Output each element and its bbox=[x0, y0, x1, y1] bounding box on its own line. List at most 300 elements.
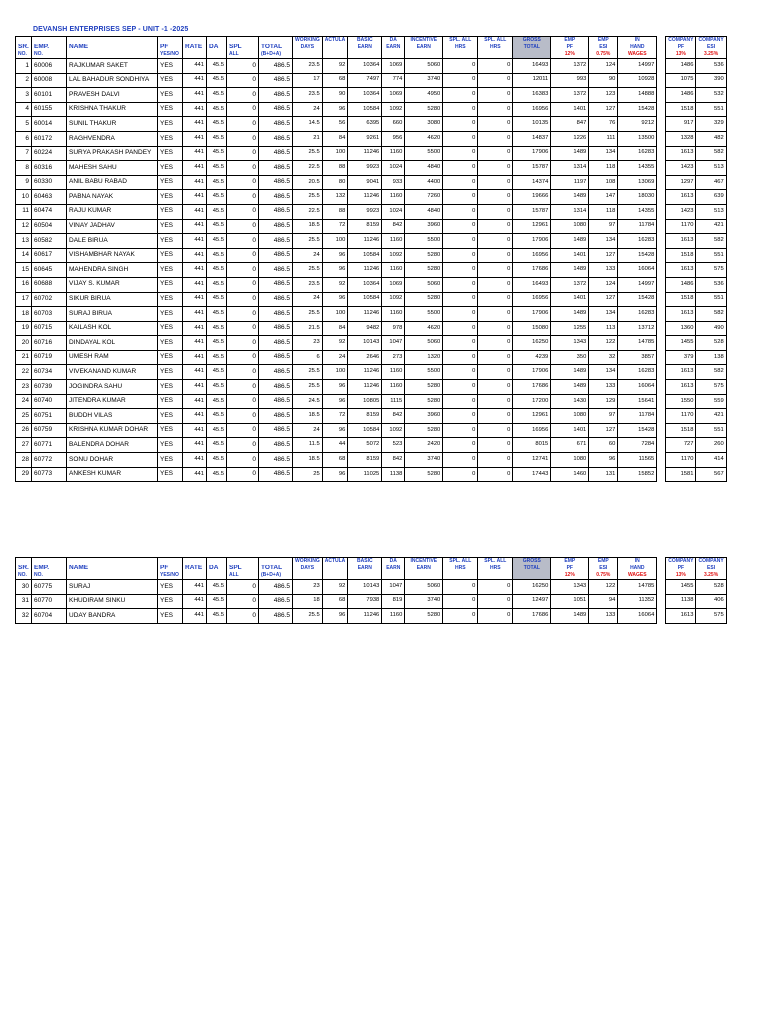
cell-pf: YES bbox=[158, 321, 183, 336]
cell-spl2: 0 bbox=[478, 409, 513, 424]
cell-gross: 17200 bbox=[513, 394, 551, 409]
header-row bbox=[16, 565, 727, 572]
cell-da: 45.5 bbox=[207, 336, 227, 351]
cell-spl2: 0 bbox=[478, 336, 513, 351]
cell-spl2: 0 bbox=[478, 73, 513, 88]
cell-spl2: 0 bbox=[478, 175, 513, 190]
cell-empesi: 32 bbox=[589, 350, 618, 365]
cell-actual: 44 bbox=[322, 438, 348, 453]
cell-rate: 441 bbox=[183, 175, 207, 190]
header-basic: BASIC bbox=[348, 558, 382, 566]
cell-cesi: 528 bbox=[696, 580, 726, 595]
cell-emppf: 1460 bbox=[551, 467, 589, 482]
cell-wd: 18.5 bbox=[293, 409, 323, 424]
cell-cpf: 1170 bbox=[666, 219, 696, 234]
cell-total: 486.5 bbox=[259, 59, 293, 74]
cell-basic: 9923 bbox=[348, 204, 382, 219]
cell-total: 486.5 bbox=[259, 248, 293, 263]
cell-pf: YES bbox=[158, 59, 183, 74]
table-row bbox=[16, 219, 727, 234]
cell-spl1: 0 bbox=[443, 161, 478, 176]
cell-rate: 441 bbox=[183, 321, 207, 336]
cell-actual: 72 bbox=[322, 409, 348, 424]
header-actual bbox=[322, 51, 348, 59]
cell-cpf: 1486 bbox=[666, 277, 696, 292]
header-actual bbox=[322, 565, 348, 572]
cell-wd: 20.5 bbox=[293, 175, 323, 190]
header-gross: TOTAL bbox=[513, 44, 551, 51]
cell-emppf: 1489 bbox=[551, 380, 589, 395]
table-row bbox=[16, 423, 727, 438]
cell-emp: 60172 bbox=[32, 131, 67, 146]
cell-spl1: 0 bbox=[443, 365, 478, 380]
cell-da: 45.5 bbox=[207, 423, 227, 438]
cell-emppf: 1343 bbox=[551, 580, 589, 595]
column-gap bbox=[657, 594, 666, 609]
cell-emppf: 1489 bbox=[551, 365, 589, 380]
cell-daEarn: 1092 bbox=[382, 423, 405, 438]
cell-da: 45.5 bbox=[207, 380, 227, 395]
table-row bbox=[16, 394, 727, 409]
cell-wd: 25.5 bbox=[293, 190, 323, 205]
cell-sr: 29 bbox=[16, 467, 32, 482]
cell-name: SIKUR BIRUA bbox=[67, 292, 158, 307]
cell-wd: 24 bbox=[293, 102, 323, 117]
cell-spl2: 0 bbox=[478, 59, 513, 74]
cell-cesi: 138 bbox=[696, 350, 726, 365]
header-daEarn: EARN bbox=[382, 44, 405, 51]
cell-inc: 5280 bbox=[405, 609, 443, 624]
column-gap bbox=[657, 336, 666, 351]
cell-cesi: 559 bbox=[696, 394, 726, 409]
cell-actual: 100 bbox=[322, 307, 348, 322]
header-wd bbox=[293, 572, 323, 580]
header-actual: ACTULA bbox=[322, 37, 348, 45]
header-cpf: COMPANY bbox=[666, 37, 696, 45]
cell-rate: 441 bbox=[183, 204, 207, 219]
cell-total: 486.5 bbox=[259, 438, 293, 453]
cell-actual: 92 bbox=[322, 580, 348, 595]
cell-total: 486.5 bbox=[259, 467, 293, 482]
header-spl: ALL bbox=[227, 51, 259, 59]
cell-cpf: 917 bbox=[666, 117, 696, 132]
cell-da: 45.5 bbox=[207, 73, 227, 88]
cell-pf: YES bbox=[158, 190, 183, 205]
header-emppf: PF bbox=[551, 44, 589, 51]
cell-wd: 11.5 bbox=[293, 438, 323, 453]
header-name: NAME bbox=[67, 565, 158, 572]
header-spl: SPL bbox=[227, 44, 259, 51]
cell-basic: 11246 bbox=[348, 307, 382, 322]
cell-gross: 17906 bbox=[513, 365, 551, 380]
cell-inc: 5500 bbox=[405, 365, 443, 380]
cell-cpf: 1170 bbox=[666, 453, 696, 468]
cell-spl2: 0 bbox=[478, 234, 513, 249]
cell-inhand: 15428 bbox=[618, 292, 657, 307]
column-gap bbox=[657, 73, 666, 88]
cell-inc: 5060 bbox=[405, 59, 443, 74]
cell-actual: 96 bbox=[322, 609, 348, 624]
cell-inhand: 18030 bbox=[618, 190, 657, 205]
cell-gross: 12961 bbox=[513, 219, 551, 234]
cell-inhand: 13500 bbox=[618, 131, 657, 146]
cell-gross: 12961 bbox=[513, 409, 551, 424]
cell-da: 45.5 bbox=[207, 263, 227, 278]
cell-empesi: 134 bbox=[589, 307, 618, 322]
header-cpf: COMPANY bbox=[666, 558, 696, 566]
cell-daEarn: 1092 bbox=[382, 102, 405, 117]
cell-emppf: 1489 bbox=[551, 307, 589, 322]
cell-pf: YES bbox=[158, 234, 183, 249]
cell-empesi: 97 bbox=[589, 219, 618, 234]
cell-name: MAHESH SAHU bbox=[67, 161, 158, 176]
header-basic bbox=[348, 51, 382, 59]
table-row bbox=[16, 73, 727, 88]
cell-cesi: 329 bbox=[696, 117, 726, 132]
cell-inhand: 13069 bbox=[618, 175, 657, 190]
header-row bbox=[16, 51, 727, 59]
cell-da: 45.5 bbox=[207, 234, 227, 249]
cell-inc: 5280 bbox=[405, 380, 443, 395]
cell-basic: 11246 bbox=[348, 609, 382, 624]
cell-gross: 16956 bbox=[513, 102, 551, 117]
cell-cpf: 1455 bbox=[666, 336, 696, 351]
cell-wd: 23.5 bbox=[293, 277, 323, 292]
cell-inhand: 16283 bbox=[618, 365, 657, 380]
cell-empesi: 122 bbox=[589, 580, 618, 595]
header-da bbox=[207, 572, 227, 580]
cell-cpf: 1613 bbox=[666, 190, 696, 205]
cell-daEarn: 1138 bbox=[382, 467, 405, 482]
header-name: NAME bbox=[67, 44, 158, 51]
cell-inc: 5280 bbox=[405, 248, 443, 263]
cell-sr: 10 bbox=[16, 190, 32, 205]
cell-emppf: 1372 bbox=[551, 277, 589, 292]
cell-spl2: 0 bbox=[478, 438, 513, 453]
cell-gross: 17686 bbox=[513, 263, 551, 278]
cell-cpf: 1613 bbox=[666, 263, 696, 278]
table-row bbox=[16, 594, 727, 609]
column-gap bbox=[657, 234, 666, 249]
cell-gross: 16250 bbox=[513, 336, 551, 351]
cell-daEarn: 956 bbox=[382, 131, 405, 146]
cell-empesi: 134 bbox=[589, 234, 618, 249]
cell-daEarn: 1160 bbox=[382, 146, 405, 161]
header-inc bbox=[405, 572, 443, 580]
header-inhand: HAND bbox=[618, 565, 657, 572]
cell-actual: 88 bbox=[322, 161, 348, 176]
cell-cpf: 379 bbox=[666, 350, 696, 365]
cell-cesi: 482 bbox=[696, 131, 726, 146]
header-sr: SR. bbox=[16, 44, 32, 51]
cell-empesi: 96 bbox=[589, 453, 618, 468]
cell-emp: 60703 bbox=[32, 307, 67, 322]
cell-spl1: 0 bbox=[443, 321, 478, 336]
cell-empesi: 118 bbox=[589, 161, 618, 176]
cell-actual: 68 bbox=[322, 73, 348, 88]
cell-pf: YES bbox=[158, 365, 183, 380]
cell-cesi: 467 bbox=[696, 175, 726, 190]
cell-empesi: 97 bbox=[589, 409, 618, 424]
cell-total: 486.5 bbox=[259, 292, 293, 307]
cell-name: KAILASH KOL bbox=[67, 321, 158, 336]
cell-rate: 441 bbox=[183, 219, 207, 234]
cell-basic: 10584 bbox=[348, 102, 382, 117]
cell-name: BALENDRA DOHAR bbox=[67, 438, 158, 453]
cell-wd: 23.5 bbox=[293, 88, 323, 103]
column-gap bbox=[657, 438, 666, 453]
cell-spl2: 0 bbox=[478, 453, 513, 468]
cell-rate: 441 bbox=[183, 409, 207, 424]
cell-gross: 16956 bbox=[513, 423, 551, 438]
cell-inc: 4400 bbox=[405, 175, 443, 190]
cell-da: 45.5 bbox=[207, 131, 227, 146]
table-row bbox=[16, 102, 727, 117]
cell-da: 45.5 bbox=[207, 161, 227, 176]
cell-da: 45.5 bbox=[207, 580, 227, 595]
column-gap bbox=[657, 51, 666, 59]
cell-actual: 84 bbox=[322, 321, 348, 336]
header-spl2 bbox=[478, 572, 513, 580]
cell-da: 45.5 bbox=[207, 307, 227, 322]
column-gap bbox=[657, 175, 666, 190]
cell-spl2: 0 bbox=[478, 423, 513, 438]
cell-spl1: 0 bbox=[443, 336, 478, 351]
cell-cesi: 575 bbox=[696, 263, 726, 278]
cell-spl: 0 bbox=[227, 73, 259, 88]
cell-emp: 60739 bbox=[32, 380, 67, 395]
cell-rate: 441 bbox=[183, 594, 207, 609]
cell-spl: 0 bbox=[227, 219, 259, 234]
header-sr: SR. bbox=[16, 565, 32, 572]
cell-emp: 60716 bbox=[32, 336, 67, 351]
cell-spl1: 0 bbox=[443, 380, 478, 395]
cell-actual: 68 bbox=[322, 453, 348, 468]
cell-emp: 60759 bbox=[32, 423, 67, 438]
header-rate: RATE bbox=[183, 565, 207, 572]
cell-cpf: 1328 bbox=[666, 131, 696, 146]
cell-total: 486.5 bbox=[259, 234, 293, 249]
cell-pf: YES bbox=[158, 146, 183, 161]
cell-name: SURAJ bbox=[67, 580, 158, 595]
cell-spl2: 0 bbox=[478, 380, 513, 395]
header-inc: INCENTIVE bbox=[405, 558, 443, 566]
header-inc: EARN bbox=[405, 565, 443, 572]
cell-empesi: 127 bbox=[589, 248, 618, 263]
cell-empesi: 127 bbox=[589, 423, 618, 438]
header-cesi: COMPANY bbox=[696, 37, 726, 45]
cell-emp: 60316 bbox=[32, 161, 67, 176]
cell-rate: 441 bbox=[183, 292, 207, 307]
header-row bbox=[16, 44, 727, 51]
cell-spl: 0 bbox=[227, 146, 259, 161]
cell-inc: 5280 bbox=[405, 292, 443, 307]
cell-pf: YES bbox=[158, 380, 183, 395]
table-row bbox=[16, 409, 727, 424]
cell-daEarn: 1160 bbox=[382, 234, 405, 249]
cell-spl: 0 bbox=[227, 204, 259, 219]
header-daEarn bbox=[382, 51, 405, 59]
cell-total: 486.5 bbox=[259, 580, 293, 595]
table-row bbox=[16, 263, 727, 278]
cell-name: SONU DOHAR bbox=[67, 453, 158, 468]
cell-spl: 0 bbox=[227, 190, 259, 205]
cell-inhand: 9212 bbox=[618, 117, 657, 132]
cell-rate: 441 bbox=[183, 350, 207, 365]
cell-rate: 441 bbox=[183, 423, 207, 438]
cell-inhand: 14785 bbox=[618, 580, 657, 595]
cell-gross: 10135 bbox=[513, 117, 551, 132]
cell-gross: 15080 bbox=[513, 321, 551, 336]
cell-gross: 16493 bbox=[513, 59, 551, 74]
cell-inc: 5060 bbox=[405, 580, 443, 595]
column-gap bbox=[657, 609, 666, 624]
cell-spl: 0 bbox=[227, 350, 259, 365]
header-emppf: PF bbox=[551, 565, 589, 572]
cell-inc: 3080 bbox=[405, 117, 443, 132]
cell-pf: YES bbox=[158, 580, 183, 595]
header-total: TOTAL bbox=[259, 44, 293, 51]
cell-cesi: 513 bbox=[696, 204, 726, 219]
cell-spl1: 0 bbox=[443, 292, 478, 307]
cell-gross: 16956 bbox=[513, 292, 551, 307]
cell-inc: 1320 bbox=[405, 350, 443, 365]
cell-sr: 21 bbox=[16, 350, 32, 365]
cell-cesi: 551 bbox=[696, 423, 726, 438]
cell-inhand: 16283 bbox=[618, 307, 657, 322]
cell-inc: 3740 bbox=[405, 453, 443, 468]
cell-spl1: 0 bbox=[443, 307, 478, 322]
header-spl2: SPL. ALL bbox=[478, 558, 513, 566]
cell-wd: 25.5 bbox=[293, 234, 323, 249]
cell-gross: 16956 bbox=[513, 248, 551, 263]
cell-empesi: 123 bbox=[589, 88, 618, 103]
cell-pf: YES bbox=[158, 594, 183, 609]
cell-emp: 60751 bbox=[32, 409, 67, 424]
cell-cesi: 513 bbox=[696, 161, 726, 176]
cell-name: VINAY JADHAV bbox=[67, 219, 158, 234]
cell-cpf: 1518 bbox=[666, 292, 696, 307]
cell-empesi: 133 bbox=[589, 263, 618, 278]
cell-basic: 11246 bbox=[348, 365, 382, 380]
cell-spl1: 0 bbox=[443, 204, 478, 219]
cell-emppf: 1401 bbox=[551, 292, 589, 307]
cell-name: KRISHNA THAKUR bbox=[67, 102, 158, 117]
cell-daEarn: 842 bbox=[382, 219, 405, 234]
header-total: (B+D+A) bbox=[259, 572, 293, 580]
column-gap bbox=[657, 248, 666, 263]
cell-gross: 15787 bbox=[513, 161, 551, 176]
cell-rate: 441 bbox=[183, 234, 207, 249]
header-total: (B+D+A) bbox=[259, 51, 293, 59]
cell-total: 486.5 bbox=[259, 380, 293, 395]
cell-cpf: 1518 bbox=[666, 423, 696, 438]
cell-actual: 132 bbox=[322, 190, 348, 205]
cell-name: MAHENDRA SINGH bbox=[67, 263, 158, 278]
column-gap bbox=[657, 558, 666, 566]
cell-wd: 24.5 bbox=[293, 394, 323, 409]
cell-total: 486.5 bbox=[259, 190, 293, 205]
cell-cesi: 582 bbox=[696, 365, 726, 380]
cell-actual: 96 bbox=[322, 423, 348, 438]
cell-sr: 5 bbox=[16, 117, 32, 132]
cell-wd: 25.5 bbox=[293, 146, 323, 161]
cell-emppf: 1343 bbox=[551, 336, 589, 351]
cell-basic: 5072 bbox=[348, 438, 382, 453]
cell-inhand: 15428 bbox=[618, 102, 657, 117]
header-daEarn: DA bbox=[382, 558, 405, 566]
cell-total: 486.5 bbox=[259, 350, 293, 365]
cell-gross: 16250 bbox=[513, 580, 551, 595]
column-gap bbox=[657, 365, 666, 380]
column-gap bbox=[657, 44, 666, 51]
cell-inc: 5500 bbox=[405, 234, 443, 249]
cell-cpf: 1360 bbox=[666, 321, 696, 336]
header-wd bbox=[293, 51, 323, 59]
cell-inhand: 11784 bbox=[618, 409, 657, 424]
header-name bbox=[67, 51, 158, 59]
cell-emppf: 350 bbox=[551, 350, 589, 365]
cell-da: 45.5 bbox=[207, 467, 227, 482]
header-da: DA bbox=[207, 565, 227, 572]
header-emppf: 12% bbox=[551, 572, 589, 580]
header-inc bbox=[405, 51, 443, 59]
header-emp: NO. bbox=[32, 572, 67, 580]
cell-emp: 60719 bbox=[32, 350, 67, 365]
cell-gross: 17906 bbox=[513, 234, 551, 249]
cell-sr: 7 bbox=[16, 146, 32, 161]
cell-empesi: 124 bbox=[589, 277, 618, 292]
header-empesi: 0.75% bbox=[589, 51, 618, 59]
table-row bbox=[16, 190, 727, 205]
cell-empesi: 134 bbox=[589, 365, 618, 380]
header-gross: TOTAL bbox=[513, 565, 551, 572]
cell-cesi: 582 bbox=[696, 146, 726, 161]
cell-rate: 441 bbox=[183, 161, 207, 176]
cell-basic: 10364 bbox=[348, 88, 382, 103]
cell-inhand: 7284 bbox=[618, 438, 657, 453]
cell-rate: 441 bbox=[183, 248, 207, 263]
column-gap bbox=[657, 565, 666, 572]
cell-wd: 23 bbox=[293, 580, 323, 595]
cell-pf: YES bbox=[158, 292, 183, 307]
cell-da: 45.5 bbox=[207, 204, 227, 219]
cell-name: DALE BIRUA bbox=[67, 234, 158, 249]
cell-sr: 23 bbox=[16, 380, 32, 395]
cell-wd: 24 bbox=[293, 423, 323, 438]
cell-daEarn: 273 bbox=[382, 350, 405, 365]
cell-emp: 60688 bbox=[32, 277, 67, 292]
header-row bbox=[16, 558, 727, 566]
cell-inc: 5280 bbox=[405, 102, 443, 117]
cell-cesi: 528 bbox=[696, 336, 726, 351]
cell-cesi: 575 bbox=[696, 380, 726, 395]
cell-emp: 60582 bbox=[32, 234, 67, 249]
column-gap bbox=[657, 292, 666, 307]
cell-actual: 96 bbox=[322, 263, 348, 278]
cell-gross: 12741 bbox=[513, 453, 551, 468]
cell-name: DINDAYAL KOL bbox=[67, 336, 158, 351]
cell-cpf: 727 bbox=[666, 438, 696, 453]
cell-empesi: 133 bbox=[589, 609, 618, 624]
cell-rate: 441 bbox=[183, 365, 207, 380]
cell-spl1: 0 bbox=[443, 117, 478, 132]
cell-da: 45.5 bbox=[207, 292, 227, 307]
cell-inhand: 3857 bbox=[618, 350, 657, 365]
cell-cpf: 1075 bbox=[666, 73, 696, 88]
cell-gross: 17906 bbox=[513, 146, 551, 161]
cell-da: 45.5 bbox=[207, 394, 227, 409]
